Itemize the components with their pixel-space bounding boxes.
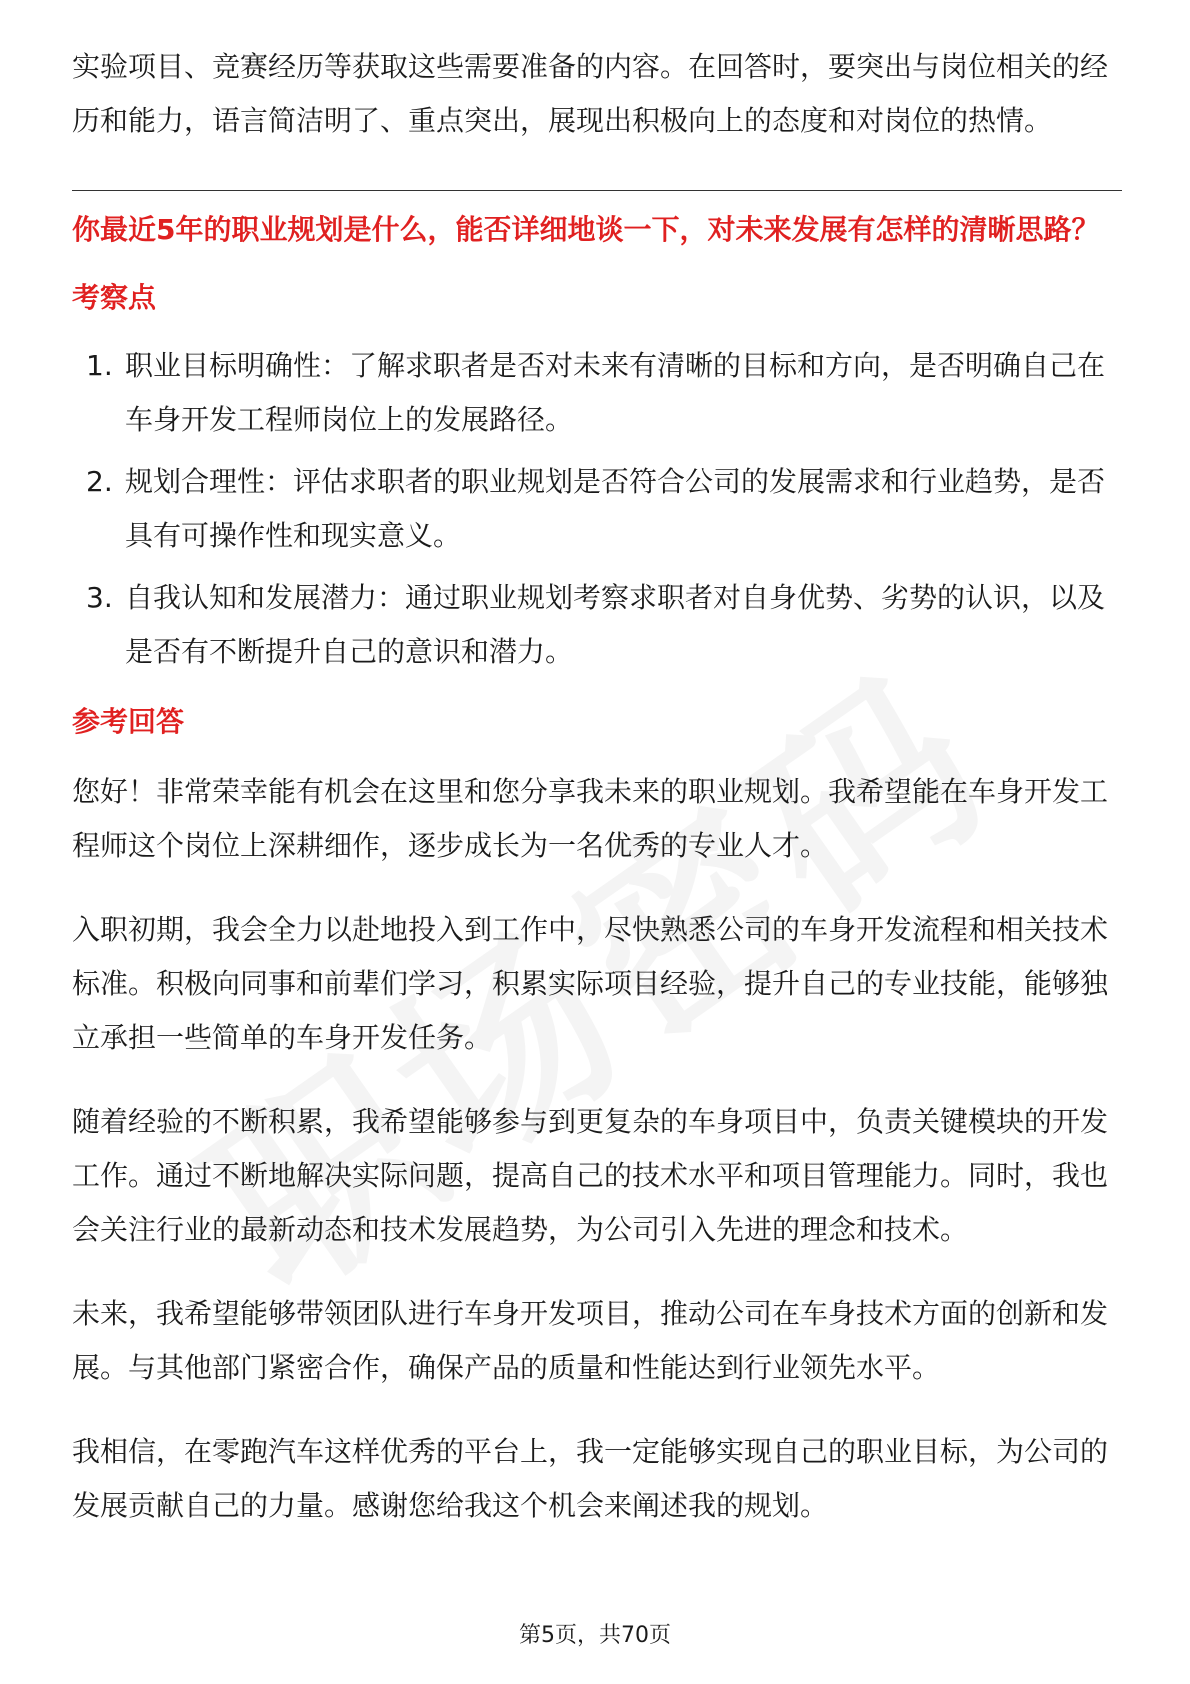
answer-paragraph: 您好！非常荣幸能有机会在这里和您分享我未来的职业规划。我希望能在车身开发工程师这个岗位上深耕细作，逐步成长为一名优秀的专业人才。: [72, 775, 1109, 862]
page-footer: 第5页，共70页: [519, 1623, 671, 1648]
page-content: [72, 40, 1122, 1563]
point-text: 规划合理性：评估求职者的职业规划是否符合公司的发展需求和行业趋势，是否具有可操作性和现实意义。: [125, 465, 1106, 552]
answer-body: [72, 765, 1122, 1533]
point-number: 3.: [86, 581, 113, 614]
assessment-points-list: [72, 339, 1122, 679]
assessment-point: [72, 455, 1122, 563]
answer-heading: 参考回答: [72, 705, 185, 738]
section-divider: [72, 190, 1122, 191]
assessment-heading: 考察点: [72, 281, 157, 314]
point-number: 1.: [86, 349, 113, 382]
intro-paragraph: 实验项目、竞赛经历等获取这些需要准备的内容。在回答时，要突出与岗位相关的经历和能力，语言简洁明了、重点突出，展现出积极向上的态度和对岗位的热情。: [72, 50, 1109, 137]
point-number: 2.: [86, 465, 113, 498]
answer-paragraph: 入职初期，我会全力以赴地投入到工作中，尽快熟悉公司的车身开发流程和相关技术标准。积极向同事和前辈们学习，积累实际项目经验，提升自己的专业技能，能够独立承担一些简单的车身开发任务。: [72, 913, 1109, 1054]
answer-paragraph: 我相信，在零跑汽车这样优秀的平台上，我一定能够实现自己的职业目标，为公司的发展贡献自己的力量。感谢您给我这个机会来阐述我的规划。: [72, 1435, 1109, 1522]
answer-paragraph: 随着经验的不断积累，我希望能够参与到更复杂的车身项目中，负责关键模块的开发工作。通过不断地解决实际问题，提高自己的技术水平和项目管理能力。同时，我也会关注行业的最新动态和技术发展趋势，为公司引入先进的理念和技术。: [72, 1105, 1109, 1246]
point-text: 自我认知和发展潜力：通过职业规划考察求职者对自身优势、劣势的认识，以及是否有不断提升自己的意识和潜力。: [125, 581, 1106, 668]
assessment-point: [72, 339, 1122, 447]
assessment-point: [72, 571, 1122, 679]
answer-paragraph: 未来，我希望能够带领团队进行车身开发项目，推动公司在车身技术方面的创新和发展。与其他部门紧密合作，确保产品的质量和性能达到行业领先水平。: [72, 1297, 1109, 1384]
point-text: 职业目标明确性：了解求职者是否对未来有清晰的目标和方向，是否明确自己在车身开发工程师岗位上的发展路径。: [125, 349, 1106, 436]
question-title: 你最近5年的职业规划是什么，能否详细地谈一下，对未来发展有怎样的清晰思路？: [72, 213, 1100, 246]
